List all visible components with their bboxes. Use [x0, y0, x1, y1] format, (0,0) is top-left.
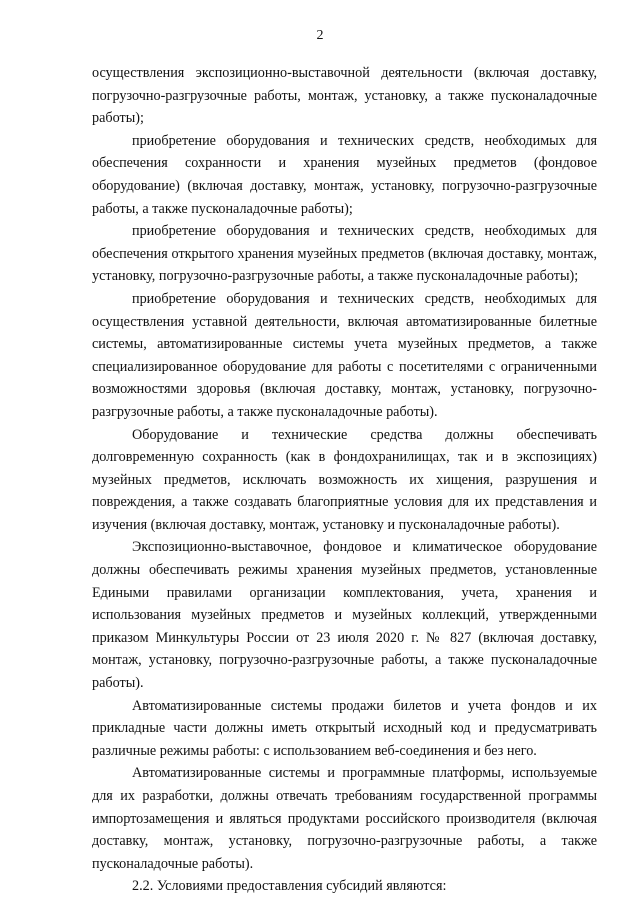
paragraph-statutory-activity-equipment: приобретение оборудования и технических средств, необходимых для осуществления уставной деятельности, включая автоматизированные билетные системы, автоматизированные системы учета музейных предметов, а также специализированное оборудование для работы с посетителями с ограниченными возможностями здоровья (включая доставку, монтаж, установку, погрузочно-разгрузочные работы, а также пусконаладочные работы).: [92, 290, 597, 420]
page-number: 2: [316, 28, 324, 43]
paragraph-open-storage-equipment: приобретение оборудования и технических средств, необходимых для обеспечения открытого хранения музейных предметов (включая доставку, монтаж, установку, погрузочно-разгрузочные работы, а также пусконаладочные работы);: [92, 223, 597, 285]
paragraph-equipment-requirements: Оборудование и технические средства должны обеспечивать долговременную сохранность (как в фондохранилищах, так и в экспозициях) музейных предметов, исключать возможность их хищения, разрушения и повреждения, а также создавать благоприятные условия для их представления и изучения (включая доставку, монтаж, установку и пусконаладочные работы).: [92, 426, 597, 533]
paragraph-ticket-systems: Автоматизированные системы продажи билетов и учета фондов и их прикладные части должны иметь открытый исходный код и предусматривать различные режимы работы: с использованием веб-соединения и без него.: [92, 697, 597, 759]
paragraph-climate-equipment: Экспозиционно-выставочное, фондовое и климатическое оборудование должны обеспечивать режимы хранения музейных предметов, установленные Едиными правилами организации комплектования, учета, хранения и использования музейных предметов и музейных коллекций, утвержденными приказом Минкультуры России от 23 июля 2020 г. № 827 (включая доставку, монтаж, установку, погрузочно-разгрузочные работы, а также пусконаладочные работы).: [92, 539, 597, 692]
paragraph-storage-equipment: приобретение оборудования и технических средств, необходимых для обеспечения сохранности и хранения музейных предметов (фондовое оборудование) (включая доставку, монтаж, установку, погрузочно-разгрузочные работы, а также пусконаладочные работы);: [92, 132, 597, 217]
paragraph-subsidy-conditions: 2.2. Условиями предоставления субсидий являются:: [132, 878, 447, 895]
paragraph-exhibition-activity: осуществления экспозиционно-выставочной деятельности (включая доставку, погрузочно-разгрузочные работы, монтаж, установку, а также пусконаладочные работы);: [92, 65, 597, 127]
document-body: [92, 62, 597, 898]
paragraph-software-platforms: Автоматизированные системы и программные платформы, используемые для их разработки, должны отвечать требованиям государственной программы импортозамещения и являться продуктами российского производителя (включая доставку, монтаж, установку, погрузочно-разгрузочные работы, а также пусконаладочные работы).: [92, 765, 597, 872]
